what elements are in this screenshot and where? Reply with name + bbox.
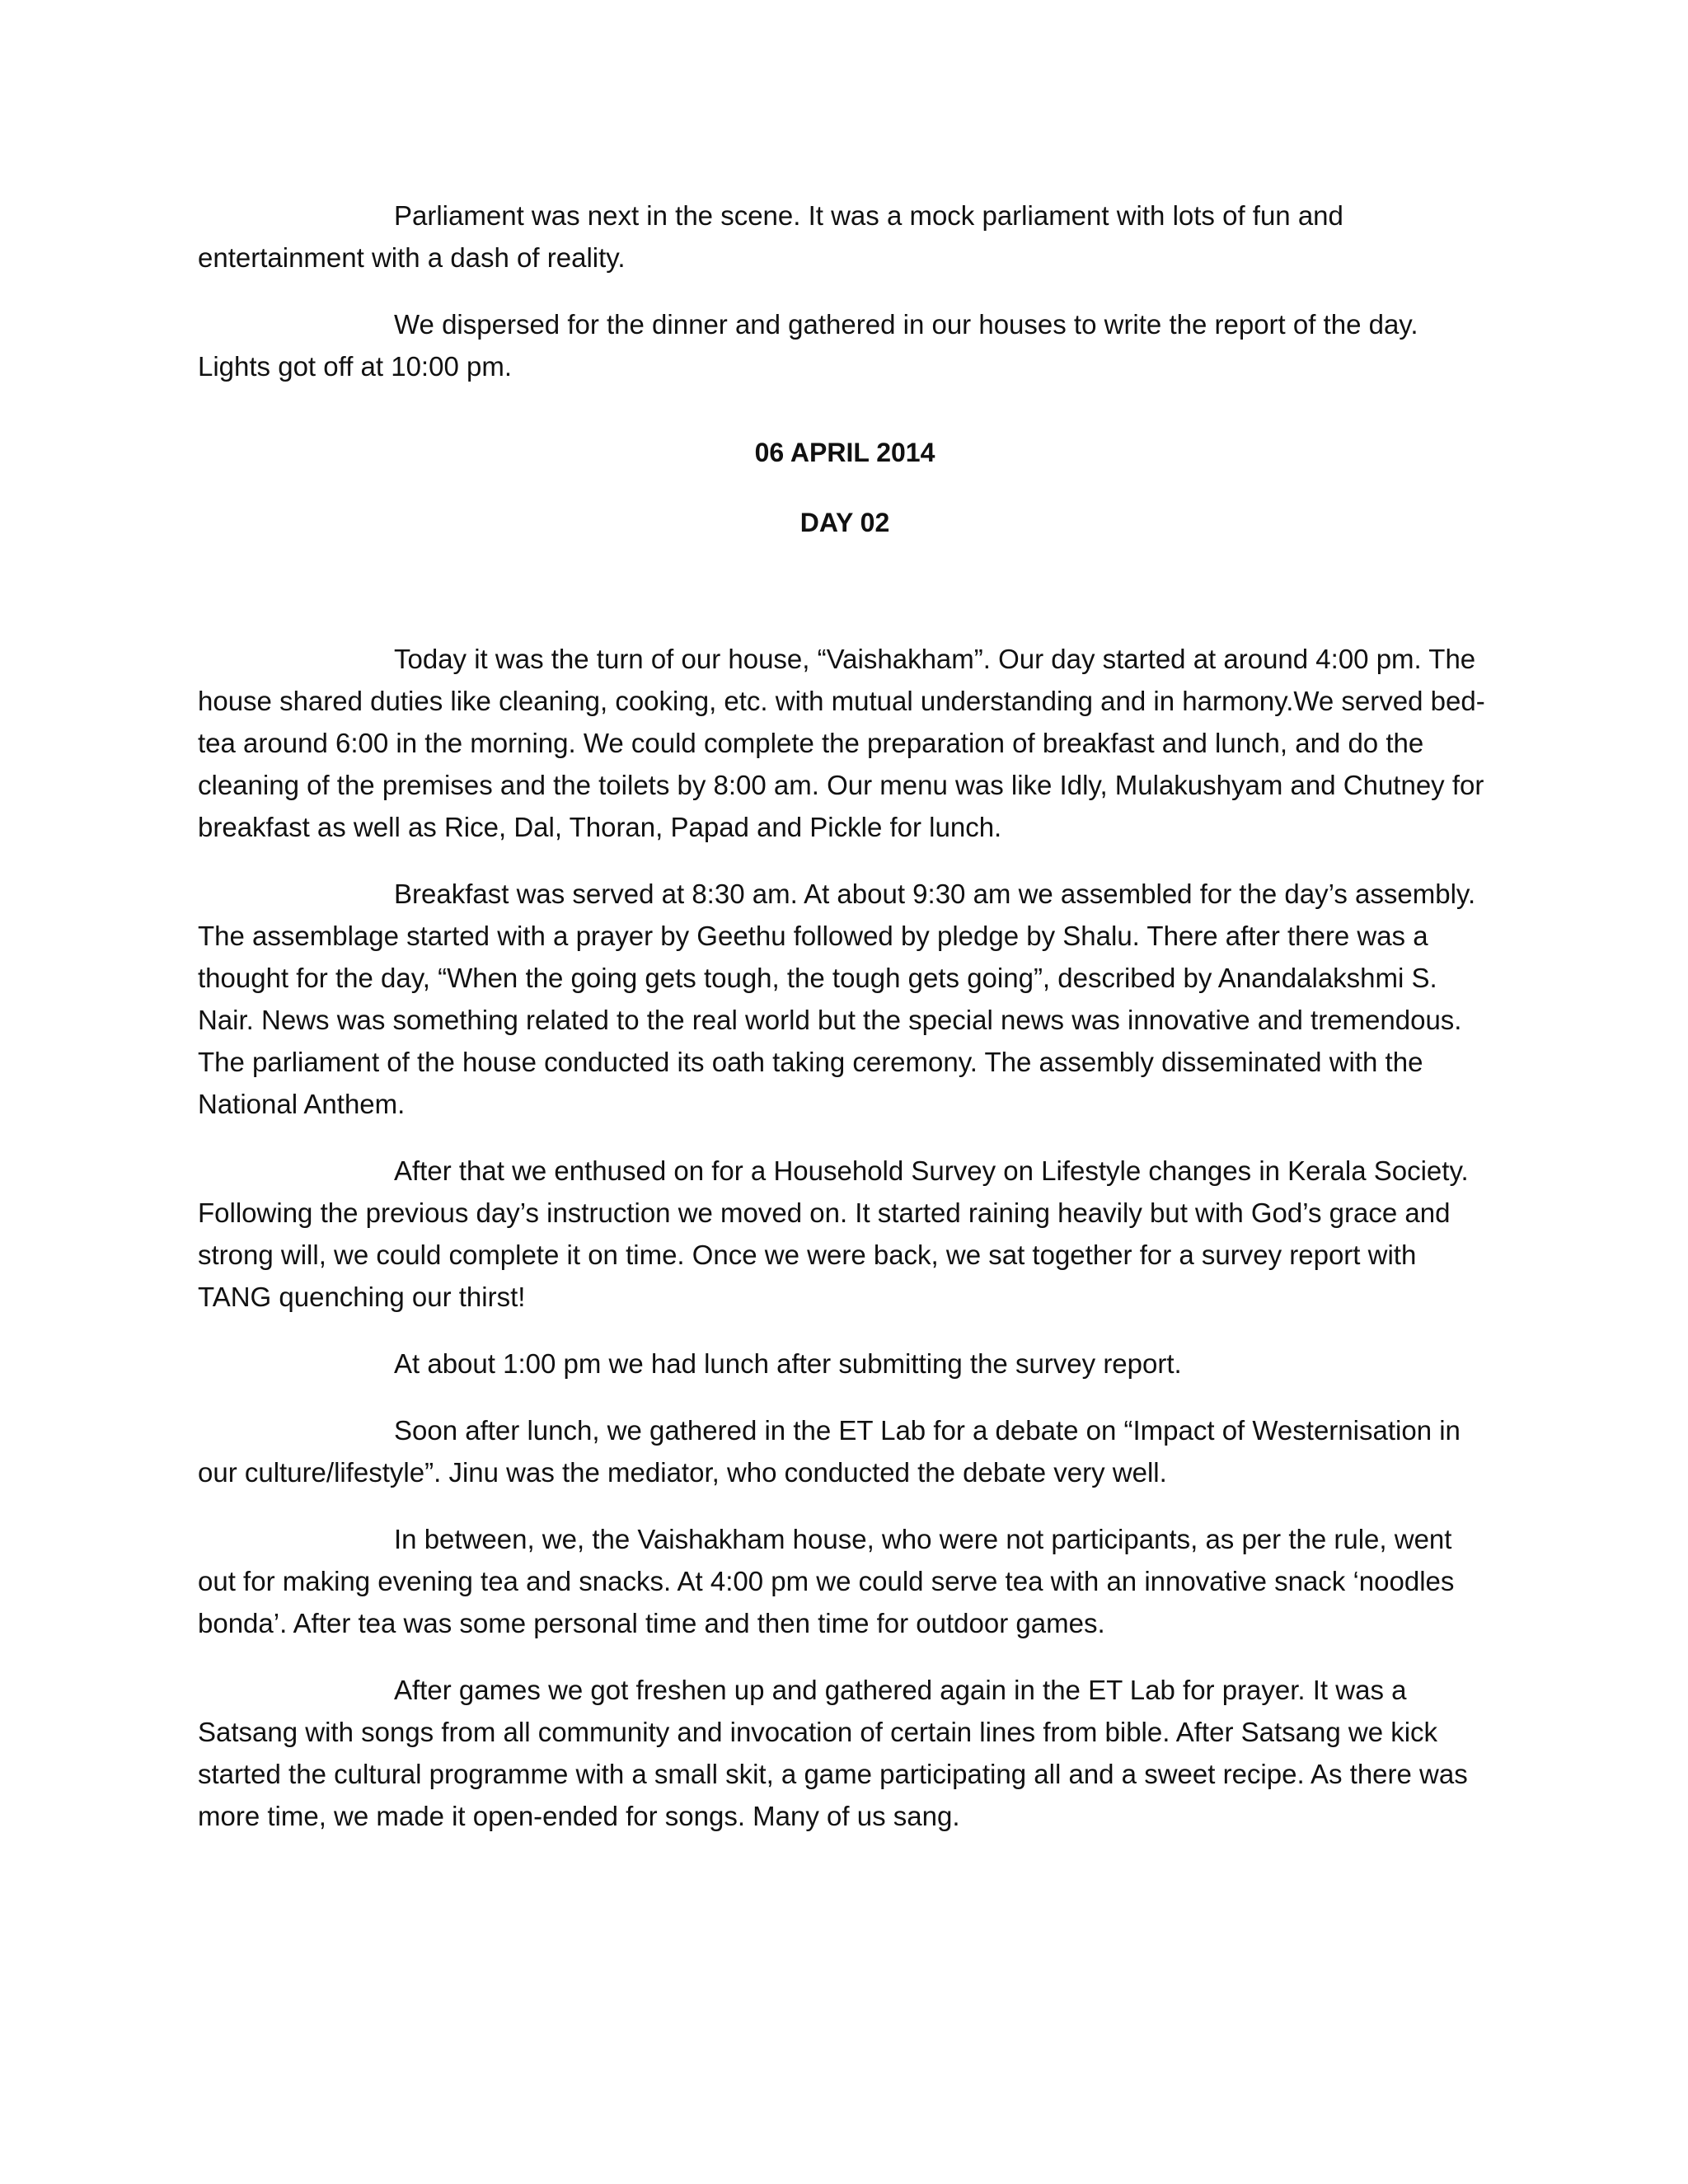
paragraph-house-duties: Today it was the turn of our house, “Vaishakham”. Our day started at around 4:00 pm. The house shared duties like cleaning, cooking, etc. with mutual understanding and in harmony.We served bed-tea around 6:00 in the morning. We could complete the preparation of breakfast and lunch, and do the cleaning of the premises and the toilets by 8:00 am. Our menu was like Idly, Mulakushyam and Chutney for breakfast as well as Rice, Dal, Thoran, Papad and Pickle for lunch. [198,644,1485,842]
paragraph-debate: Soon after lunch, we gathered in the ET Lab for a debate on “Impact of Westernisation in our culture/lifestyle”. Jinu was the mediator, who conducted the debate very well. [198,1415,1461,1488]
paragraph-evening-tea: In between, we, the Vaishakham house, who were not participants, as per the rule, went out for making evening tea and snacks. At 4:00 pm we could serve tea with an innovative snack ‘noodles bonda’. After tea was some personal time and then time for outdoor games. [198,1524,1455,1638]
paragraph-lunch: At about 1:00 pm we had lunch after submitting the survey report. [394,1348,1182,1379]
paragraph-cultural-programme: After games we got freshen up and gathered again in the ET Lab for prayer. It was a Satsang with songs from all community and invocation of certain lines from bible. After Satsang we kick started the cultural programme with a small skit, a game participating all and a sweet recipe. As there was more time, we made it open-ended for songs. Many of us sang. [198,1675,1468,1831]
paragraph-assembly: Breakfast was served at 8:30 am. At about 9:30 am we assembled for the day’s assembly. The assemblage started with a prayer by Geethu followed by pledge by Shalu. There after there was a thought for the day, “When the going gets tough, the tough gets going”, described by Anandalakshmi S. Nair. News was something related to the real world but the special news was innovative and tremendous. The parliament of the house conducted its oath taking ceremony. The assembly disseminated with the National Anthem. [198,879,1476,1119]
paragraph-household-survey: After that we enthused on for a Household Survey on Lifestyle changes in Kerala Society. Following the previous day’s instruction we moved on. It started raining heavily but with God’s grace and strong will, we could complete it on time. Once we were back, we sat together for a survey report with TANG quenching our thirst! [198,1155,1469,1312]
day-heading: DAY 02 [799,508,890,537]
document-body [198,194,1492,1862]
paragraph-parliament: Parliament was next in the scene. It was a mock parliament with lots of fun and entertainment with a dash of reality. [198,200,1343,273]
date-heading: 06 APRIL 2014 [754,438,935,467]
paragraph-dinner: We dispersed for the dinner and gathered in our houses to write the report of the day. Lights got off at 10:00 pm. [198,309,1418,382]
